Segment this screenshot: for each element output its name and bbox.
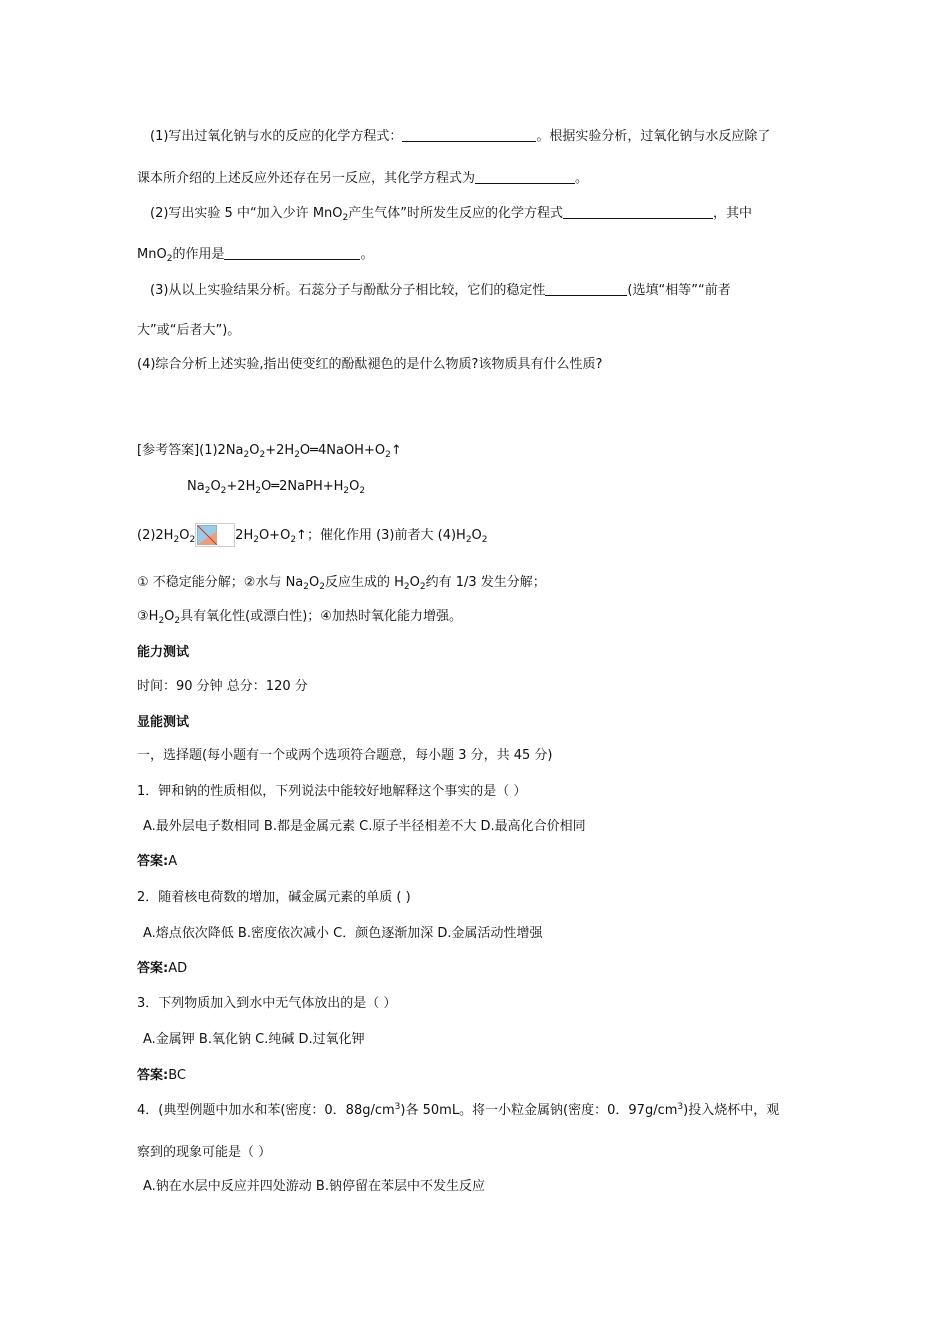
test-question-2: 2．随着核电荷数的增加，碱金属元素的单质 ( ) (137, 890, 411, 905)
answer-blank[interactable] (475, 169, 575, 184)
answer-line-3: $(2)2H_2O_2$ $2H_2O+O_2↑$；催化作用 (3)前者大 $(4)H_2O_2$ (137, 523, 488, 547)
test-question-1-answer: 答案:A (137, 854, 178, 869)
ability-test-heading: 能力测试 (137, 645, 190, 660)
time-score-info: 时间：90 分钟 总分：120 分 (137, 679, 308, 694)
question-4: (4)综合分析上述实验,指出使变红的酚酞褪色的是什么物质?该物质具有什么性质? (137, 357, 603, 372)
test-question-1-options: A.最外层电子数相同 B.都是金属元素 C.原子半径相差不大 D.最高化合价相同 (143, 819, 586, 834)
answer-blank[interactable] (545, 281, 627, 296)
test-question-4-line-1: 4．(典型例题中加水和苯(密度：0．$88g/cm^3$)各 50mL。将一小粒金属钠(密度：0．$97g/cm^3$)投入烧杯中，观 (137, 1102, 780, 1118)
test-question-1: 1．钾和钠的性质相似，下列说法中能较好地解释这个事实的是（ ） (137, 784, 527, 799)
section-instructions: 一，选择题(每小题有一个或两个选项符合题意，每小题 3 分，共 45 分) (137, 748, 553, 763)
test-question-4-options: A.钠在水层中反应并四处游动 B.钠停留在苯层中不发生反应 (143, 1179, 485, 1194)
question-2-line-2: MnO$_2$的作用是 。 (137, 247, 374, 264)
answer-blank[interactable] (224, 245, 360, 260)
answer-blank[interactable] (563, 204, 713, 219)
answer-line-5: $③H_2O_2$具有氧化性(或漂白性)；④加热时氧化能力增强。 (137, 609, 462, 626)
test-question-3: 3．下列物质加入到水中无气体放出的是（ ） (137, 996, 397, 1011)
answer-blank[interactable] (402, 127, 536, 142)
answer-line-2: $Na_2O_2+2H_2O═2NaPH+H_2O_2$ (187, 479, 366, 496)
test-question-2-answer: 答案:AD (137, 961, 188, 976)
test-question-4-line-2: 察到的现象可能是（ ） (137, 1145, 272, 1160)
test-question-3-options: A.金属钾 B.氧化钠 C.纯碱 D.过氧化钾 (143, 1032, 365, 1047)
question-3-line-1: (3)从以上实验结果分析。石蕊分子与酚酞分子相比较，它们的稳定性 (选填“相等”“前者 (150, 283, 731, 298)
question-3-line-2: 大”或“后者大”)。 (137, 323, 241, 338)
answer-line-1: [参考答案]$(1)2Na_2O_2+2H_2O═4NaOH+O_2↑$ (137, 443, 402, 460)
test-question-2-options: A.熔点依次降低 B.密度依次减小 C．颜色逐渐加深 D.金属活动性增强 (143, 926, 543, 941)
test-question-3-answer: 答案:BC (137, 1068, 186, 1083)
answer-line-4: ① 不稳定能分解；②水与 $Na_2O_2$反应生成的 $H_2O_2$约有 1/3 发生分解； (137, 575, 546, 592)
question-2-line-1: (2)写出实验 5 中“加入少许 MnO$_2$产生气体”时所发生反应的化学方程式 ，其中 (150, 206, 753, 223)
reaction-condition-image-icon (195, 523, 235, 547)
display-test-heading: 显能测试 (137, 715, 190, 730)
question-1-line-2: 课本所介绍的上述反应外还存在另一反应，其化学方程式为 。 (137, 171, 589, 186)
question-1-line-1: (1)写出过氧化钠与水的反应的化学方程式： 。根据实验分析，过氧化钠与水反应除了 (150, 129, 771, 144)
